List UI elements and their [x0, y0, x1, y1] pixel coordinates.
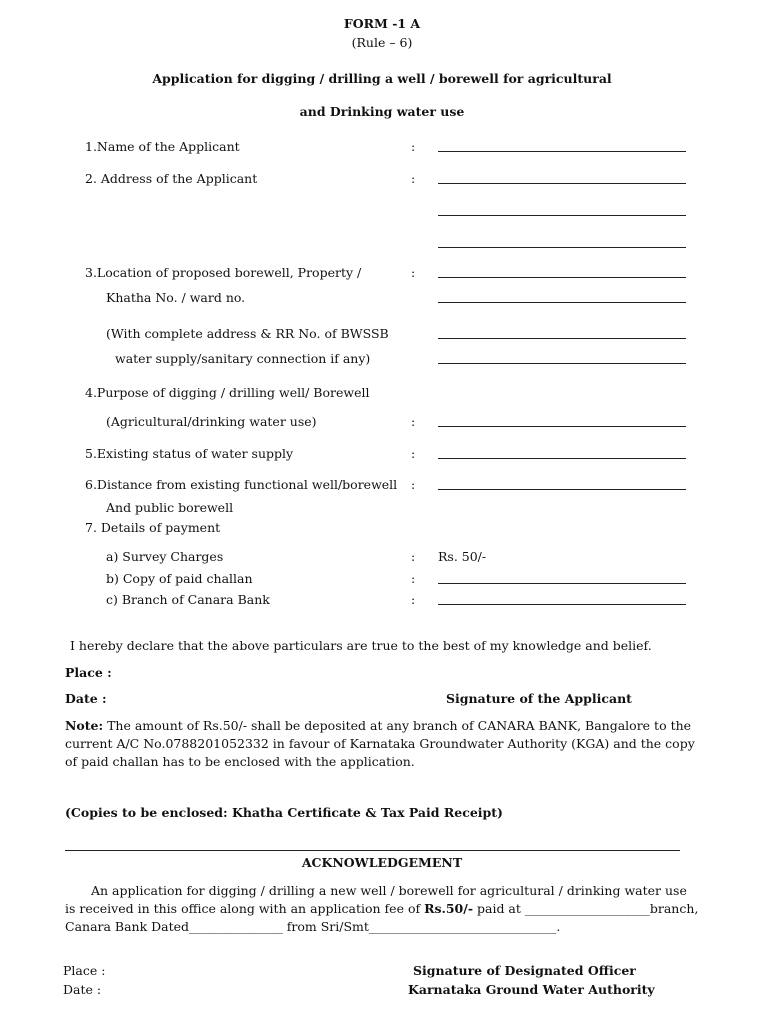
form-rule: (Rule – 6)	[351, 35, 413, 50]
form-number: FORM -1 A	[343, 16, 421, 31]
purpose-fill-line[interactable]	[438, 426, 686, 427]
ack-date-label: Date :	[63, 982, 102, 997]
ack-place-label: Place :	[63, 963, 106, 978]
water-supply-fill-line[interactable]	[438, 458, 686, 459]
colon: :	[411, 139, 416, 154]
ack-line-3: Canara Bank Dated_______________ from Sri/Smt______________________________.	[65, 919, 561, 934]
ack-line-1: An application for digging / drilling a new well / borewell for agricultural / drinking water use	[91, 883, 687, 898]
location-fill-line-2[interactable]	[438, 302, 686, 303]
payment-challan-label: b) Copy of paid challan	[106, 571, 253, 586]
officer-signature-label: Signature of Designated Officer	[413, 963, 636, 978]
section-divider	[65, 850, 680, 851]
form-title-line-2: and Drinking water use	[299, 104, 465, 119]
form-title-line-1: Application for digging / drilling a well / borewell for agricultural	[152, 71, 612, 86]
field-purpose-label: 4.Purpose of digging / drilling well/ Borewell	[85, 385, 370, 400]
payment-note	[65, 717, 705, 771]
ack-line-2	[65, 901, 698, 917]
copies-enclosed: (Copies to be enclosed: Khatha Certificate & Tax Paid Receipt)	[65, 805, 503, 820]
field-address-note-1: (With complete address & RR No. of BWSSB	[106, 326, 389, 341]
branch-fill-line[interactable]	[438, 604, 686, 605]
ack-fee: Rs.50/-	[424, 901, 474, 916]
field-location-label: 3.Location of proposed borewell, Property /	[85, 265, 362, 280]
field-address-note-2: water supply/sanitary connection if any)	[115, 351, 371, 366]
field-payment-label: 7. Details of payment	[85, 520, 221, 535]
colon: :	[411, 171, 416, 186]
challan-fill-line[interactable]	[438, 583, 686, 584]
colon: :	[411, 592, 416, 607]
colon: :	[411, 477, 416, 492]
field-purpose-note: (Agricultural/drinking water use)	[106, 414, 317, 429]
name-fill-line[interactable]	[438, 151, 686, 152]
colon: :	[411, 446, 416, 461]
acknowledgement-title: ACKNOWLEDGEMENT	[301, 855, 463, 870]
location-fill-line-4[interactable]	[438, 363, 686, 364]
payment-survey-value: Rs. 50/-	[438, 549, 487, 564]
field-distance-note: And public borewell	[106, 500, 234, 515]
field-water-supply-label: 5.Existing status of water supply	[85, 446, 294, 461]
note-label: Note:	[65, 718, 104, 733]
declaration-text: I hereby declare that the above particulars are true to the best of my knowledge and belief.	[70, 638, 652, 653]
address-fill-line-3[interactable]	[438, 247, 686, 248]
address-fill-line-1[interactable]	[438, 183, 686, 184]
payment-branch-label: c) Branch of Canara Bank	[106, 592, 270, 607]
colon: :	[411, 414, 416, 429]
date-label: Date :	[65, 691, 107, 706]
location-fill-line-1[interactable]	[438, 277, 686, 278]
distance-fill-line[interactable]	[438, 489, 686, 490]
applicant-signature-label: Signature of the Applicant	[446, 691, 632, 706]
note-text: The amount of Rs.50/- shall be deposited at any branch of CANARA BANK, Bangalore to the current A/C No.0788201052332 in favour of Karnataka Groundwater Authority (KGA) and the copy of paid challan has to be enclosed with the application.	[65, 718, 695, 769]
colon: :	[411, 265, 416, 280]
field-khatha-label: Khatha No. / ward no.	[106, 290, 246, 305]
field-address-label: 2. Address of the Applicant	[85, 171, 258, 186]
payment-survey-label: a) Survey Charges	[106, 549, 224, 564]
location-fill-line-3[interactable]	[438, 338, 686, 339]
field-name-label: 1.Name of the Applicant	[85, 139, 240, 154]
authority-name: Karnataka Ground Water Authority	[408, 982, 655, 997]
field-distance-label: 6.Distance from existing functional well/borewell	[85, 477, 398, 492]
place-label: Place :	[65, 665, 112, 680]
colon: :	[411, 571, 416, 586]
address-fill-line-2[interactable]	[438, 215, 686, 216]
colon: :	[411, 549, 416, 564]
ack-line-2-text: is received in this office along with an application fee of	[65, 901, 425, 916]
ack-line-2-end: paid at ____________________branch,	[473, 901, 699, 916]
